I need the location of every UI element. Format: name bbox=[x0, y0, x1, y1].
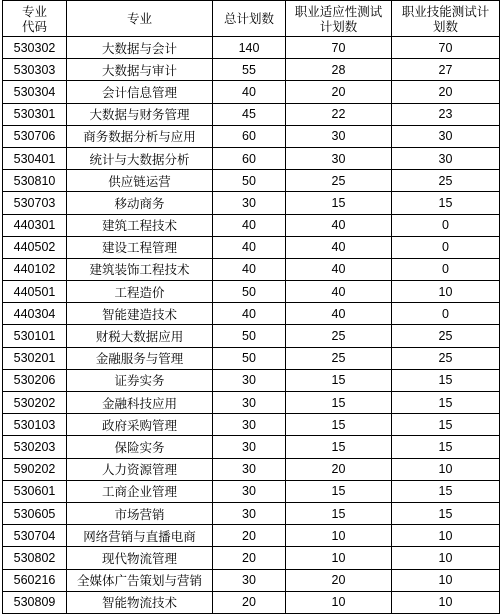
header-major-code: 专业 代码 bbox=[3, 1, 67, 37]
cell-aptitude: 15 bbox=[286, 392, 392, 414]
cell-skill: 15 bbox=[392, 436, 500, 458]
cell-skill: 25 bbox=[392, 325, 500, 347]
cell-skill: 15 bbox=[392, 192, 500, 214]
cell-code: 530202 bbox=[3, 392, 67, 414]
cell-code: 530605 bbox=[3, 502, 67, 524]
cell-aptitude: 25 bbox=[286, 170, 392, 192]
cell-code: 440301 bbox=[3, 214, 67, 236]
table-row bbox=[3, 325, 500, 347]
table-row bbox=[3, 547, 500, 569]
cell-total: 30 bbox=[213, 369, 286, 391]
cell-aptitude: 25 bbox=[286, 325, 392, 347]
table-row bbox=[3, 502, 500, 524]
cell-skill: 10 bbox=[392, 569, 500, 591]
cell-aptitude: 15 bbox=[286, 436, 392, 458]
cell-total: 30 bbox=[213, 414, 286, 436]
cell-total: 140 bbox=[213, 37, 286, 59]
table-row bbox=[3, 480, 500, 502]
cell-major: 统计与大数据分析 bbox=[67, 147, 213, 169]
cell-aptitude: 20 bbox=[286, 81, 392, 103]
table-row bbox=[3, 37, 500, 59]
cell-skill: 0 bbox=[392, 214, 500, 236]
cell-skill: 70 bbox=[392, 37, 500, 59]
cell-major: 建筑装饰工程技术 bbox=[67, 258, 213, 280]
cell-skill: 30 bbox=[392, 125, 500, 147]
table-row bbox=[3, 59, 500, 81]
cell-code: 440502 bbox=[3, 236, 67, 258]
cell-total: 20 bbox=[213, 591, 286, 613]
header-total-plan: 总计划数 bbox=[213, 1, 286, 37]
cell-aptitude: 10 bbox=[286, 591, 392, 613]
cell-major: 大数据与审计 bbox=[67, 59, 213, 81]
cell-total: 20 bbox=[213, 525, 286, 547]
cell-aptitude: 40 bbox=[286, 303, 392, 325]
table-row bbox=[3, 170, 500, 192]
cell-code: 440501 bbox=[3, 281, 67, 303]
cell-code: 530206 bbox=[3, 369, 67, 391]
cell-code: 530302 bbox=[3, 37, 67, 59]
cell-total: 60 bbox=[213, 147, 286, 169]
table-row bbox=[3, 258, 500, 280]
cell-skill: 10 bbox=[392, 281, 500, 303]
cell-skill: 15 bbox=[392, 480, 500, 502]
cell-aptitude: 22 bbox=[286, 103, 392, 125]
cell-major: 金融服务与管理 bbox=[67, 347, 213, 369]
cell-total: 40 bbox=[213, 303, 286, 325]
cell-code: 530303 bbox=[3, 59, 67, 81]
cell-major: 建筑工程技术 bbox=[67, 214, 213, 236]
table-row bbox=[3, 236, 500, 258]
cell-total: 30 bbox=[213, 392, 286, 414]
cell-aptitude: 20 bbox=[286, 569, 392, 591]
cell-code: 530601 bbox=[3, 480, 67, 502]
cell-total: 30 bbox=[213, 569, 286, 591]
cell-total: 50 bbox=[213, 170, 286, 192]
table-header bbox=[3, 1, 500, 37]
cell-major: 现代物流管理 bbox=[67, 547, 213, 569]
cell-major: 保险实务 bbox=[67, 436, 213, 458]
cell-total: 50 bbox=[213, 347, 286, 369]
cell-skill: 20 bbox=[392, 81, 500, 103]
cell-code: 530201 bbox=[3, 347, 67, 369]
cell-code: 530101 bbox=[3, 325, 67, 347]
cell-total: 60 bbox=[213, 125, 286, 147]
header-row bbox=[3, 1, 500, 37]
cell-total: 20 bbox=[213, 547, 286, 569]
cell-aptitude: 40 bbox=[286, 258, 392, 280]
cell-total: 50 bbox=[213, 281, 286, 303]
table-row bbox=[3, 303, 500, 325]
cell-skill: 15 bbox=[392, 502, 500, 524]
cell-aptitude: 30 bbox=[286, 147, 392, 169]
cell-code: 530103 bbox=[3, 414, 67, 436]
cell-major: 移动商务 bbox=[67, 192, 213, 214]
table-row bbox=[3, 369, 500, 391]
cell-aptitude: 15 bbox=[286, 192, 392, 214]
cell-code: 530301 bbox=[3, 103, 67, 125]
cell-code: 440102 bbox=[3, 258, 67, 280]
table-row bbox=[3, 214, 500, 236]
cell-aptitude: 10 bbox=[286, 525, 392, 547]
cell-aptitude: 40 bbox=[286, 281, 392, 303]
cell-major: 大数据与会计 bbox=[67, 37, 213, 59]
cell-major: 智能物流技术 bbox=[67, 591, 213, 613]
cell-code: 530809 bbox=[3, 591, 67, 613]
cell-skill: 10 bbox=[392, 547, 500, 569]
cell-skill: 15 bbox=[392, 369, 500, 391]
cell-skill: 0 bbox=[392, 303, 500, 325]
cell-aptitude: 15 bbox=[286, 502, 392, 524]
header-skill-test-plan: 职业技能测试计 划数 bbox=[392, 1, 500, 37]
cell-total: 40 bbox=[213, 214, 286, 236]
cell-aptitude: 30 bbox=[286, 125, 392, 147]
table-body bbox=[3, 37, 500, 614]
cell-code: 440304 bbox=[3, 303, 67, 325]
cell-skill: 15 bbox=[392, 392, 500, 414]
cell-code: 590202 bbox=[3, 458, 67, 480]
cell-major: 工程造价 bbox=[67, 281, 213, 303]
cell-code: 530810 bbox=[3, 170, 67, 192]
cell-aptitude: 25 bbox=[286, 347, 392, 369]
table-row bbox=[3, 147, 500, 169]
cell-total: 55 bbox=[213, 59, 286, 81]
header-aptitude-test-plan: 职业适应性测试 计划数 bbox=[286, 1, 392, 37]
cell-skill: 27 bbox=[392, 59, 500, 81]
cell-major: 网络营销与直播电商 bbox=[67, 525, 213, 547]
cell-total: 40 bbox=[213, 236, 286, 258]
cell-major: 政府采购管理 bbox=[67, 414, 213, 436]
cell-major: 商务数据分析与应用 bbox=[67, 125, 213, 147]
header-major: 专业 bbox=[67, 1, 213, 37]
cell-major: 人力资源管理 bbox=[67, 458, 213, 480]
cell-total: 50 bbox=[213, 325, 286, 347]
cell-total: 30 bbox=[213, 502, 286, 524]
table-row bbox=[3, 458, 500, 480]
cell-total: 40 bbox=[213, 258, 286, 280]
cell-major: 金融科技应用 bbox=[67, 392, 213, 414]
table-row bbox=[3, 81, 500, 103]
cell-code: 530706 bbox=[3, 125, 67, 147]
table-row bbox=[3, 414, 500, 436]
cell-major: 大数据与财务管理 bbox=[67, 103, 213, 125]
cell-skill: 10 bbox=[392, 591, 500, 613]
cell-total: 30 bbox=[213, 436, 286, 458]
enrollment-plan-table bbox=[2, 0, 500, 614]
table-row bbox=[3, 392, 500, 414]
cell-aptitude: 70 bbox=[286, 37, 392, 59]
table-row bbox=[3, 281, 500, 303]
cell-skill: 30 bbox=[392, 147, 500, 169]
cell-code: 530704 bbox=[3, 525, 67, 547]
cell-major: 市场营销 bbox=[67, 502, 213, 524]
cell-skill: 15 bbox=[392, 414, 500, 436]
table-row bbox=[3, 436, 500, 458]
cell-skill: 25 bbox=[392, 347, 500, 369]
table-row bbox=[3, 125, 500, 147]
table-row bbox=[3, 569, 500, 591]
cell-total: 30 bbox=[213, 458, 286, 480]
cell-aptitude: 20 bbox=[286, 458, 392, 480]
cell-major: 智能建造技术 bbox=[67, 303, 213, 325]
cell-total: 40 bbox=[213, 81, 286, 103]
cell-aptitude: 28 bbox=[286, 59, 392, 81]
cell-total: 30 bbox=[213, 480, 286, 502]
cell-aptitude: 10 bbox=[286, 547, 392, 569]
cell-aptitude: 40 bbox=[286, 236, 392, 258]
cell-code: 530802 bbox=[3, 547, 67, 569]
cell-major: 财税大数据应用 bbox=[67, 325, 213, 347]
cell-major: 工商企业管理 bbox=[67, 480, 213, 502]
table-row bbox=[3, 591, 500, 613]
cell-code: 530304 bbox=[3, 81, 67, 103]
cell-major: 建设工程管理 bbox=[67, 236, 213, 258]
cell-code: 560216 bbox=[3, 569, 67, 591]
cell-aptitude: 15 bbox=[286, 414, 392, 436]
cell-code: 530703 bbox=[3, 192, 67, 214]
table-row bbox=[3, 103, 500, 125]
cell-skill: 0 bbox=[392, 236, 500, 258]
cell-skill: 25 bbox=[392, 170, 500, 192]
cell-major: 会计信息管理 bbox=[67, 81, 213, 103]
cell-aptitude: 15 bbox=[286, 369, 392, 391]
cell-major: 全媒体广告策划与营销 bbox=[67, 569, 213, 591]
cell-skill: 23 bbox=[392, 103, 500, 125]
cell-code: 530203 bbox=[3, 436, 67, 458]
cell-skill: 10 bbox=[392, 525, 500, 547]
cell-skill: 0 bbox=[392, 258, 500, 280]
table-row bbox=[3, 192, 500, 214]
cell-skill: 10 bbox=[392, 458, 500, 480]
cell-code: 530401 bbox=[3, 147, 67, 169]
cell-total: 45 bbox=[213, 103, 286, 125]
cell-major: 证券实务 bbox=[67, 369, 213, 391]
cell-aptitude: 15 bbox=[286, 480, 392, 502]
table-row bbox=[3, 525, 500, 547]
cell-major: 供应链运营 bbox=[67, 170, 213, 192]
cell-total: 30 bbox=[213, 192, 286, 214]
cell-aptitude: 40 bbox=[286, 214, 392, 236]
table-row bbox=[3, 347, 500, 369]
